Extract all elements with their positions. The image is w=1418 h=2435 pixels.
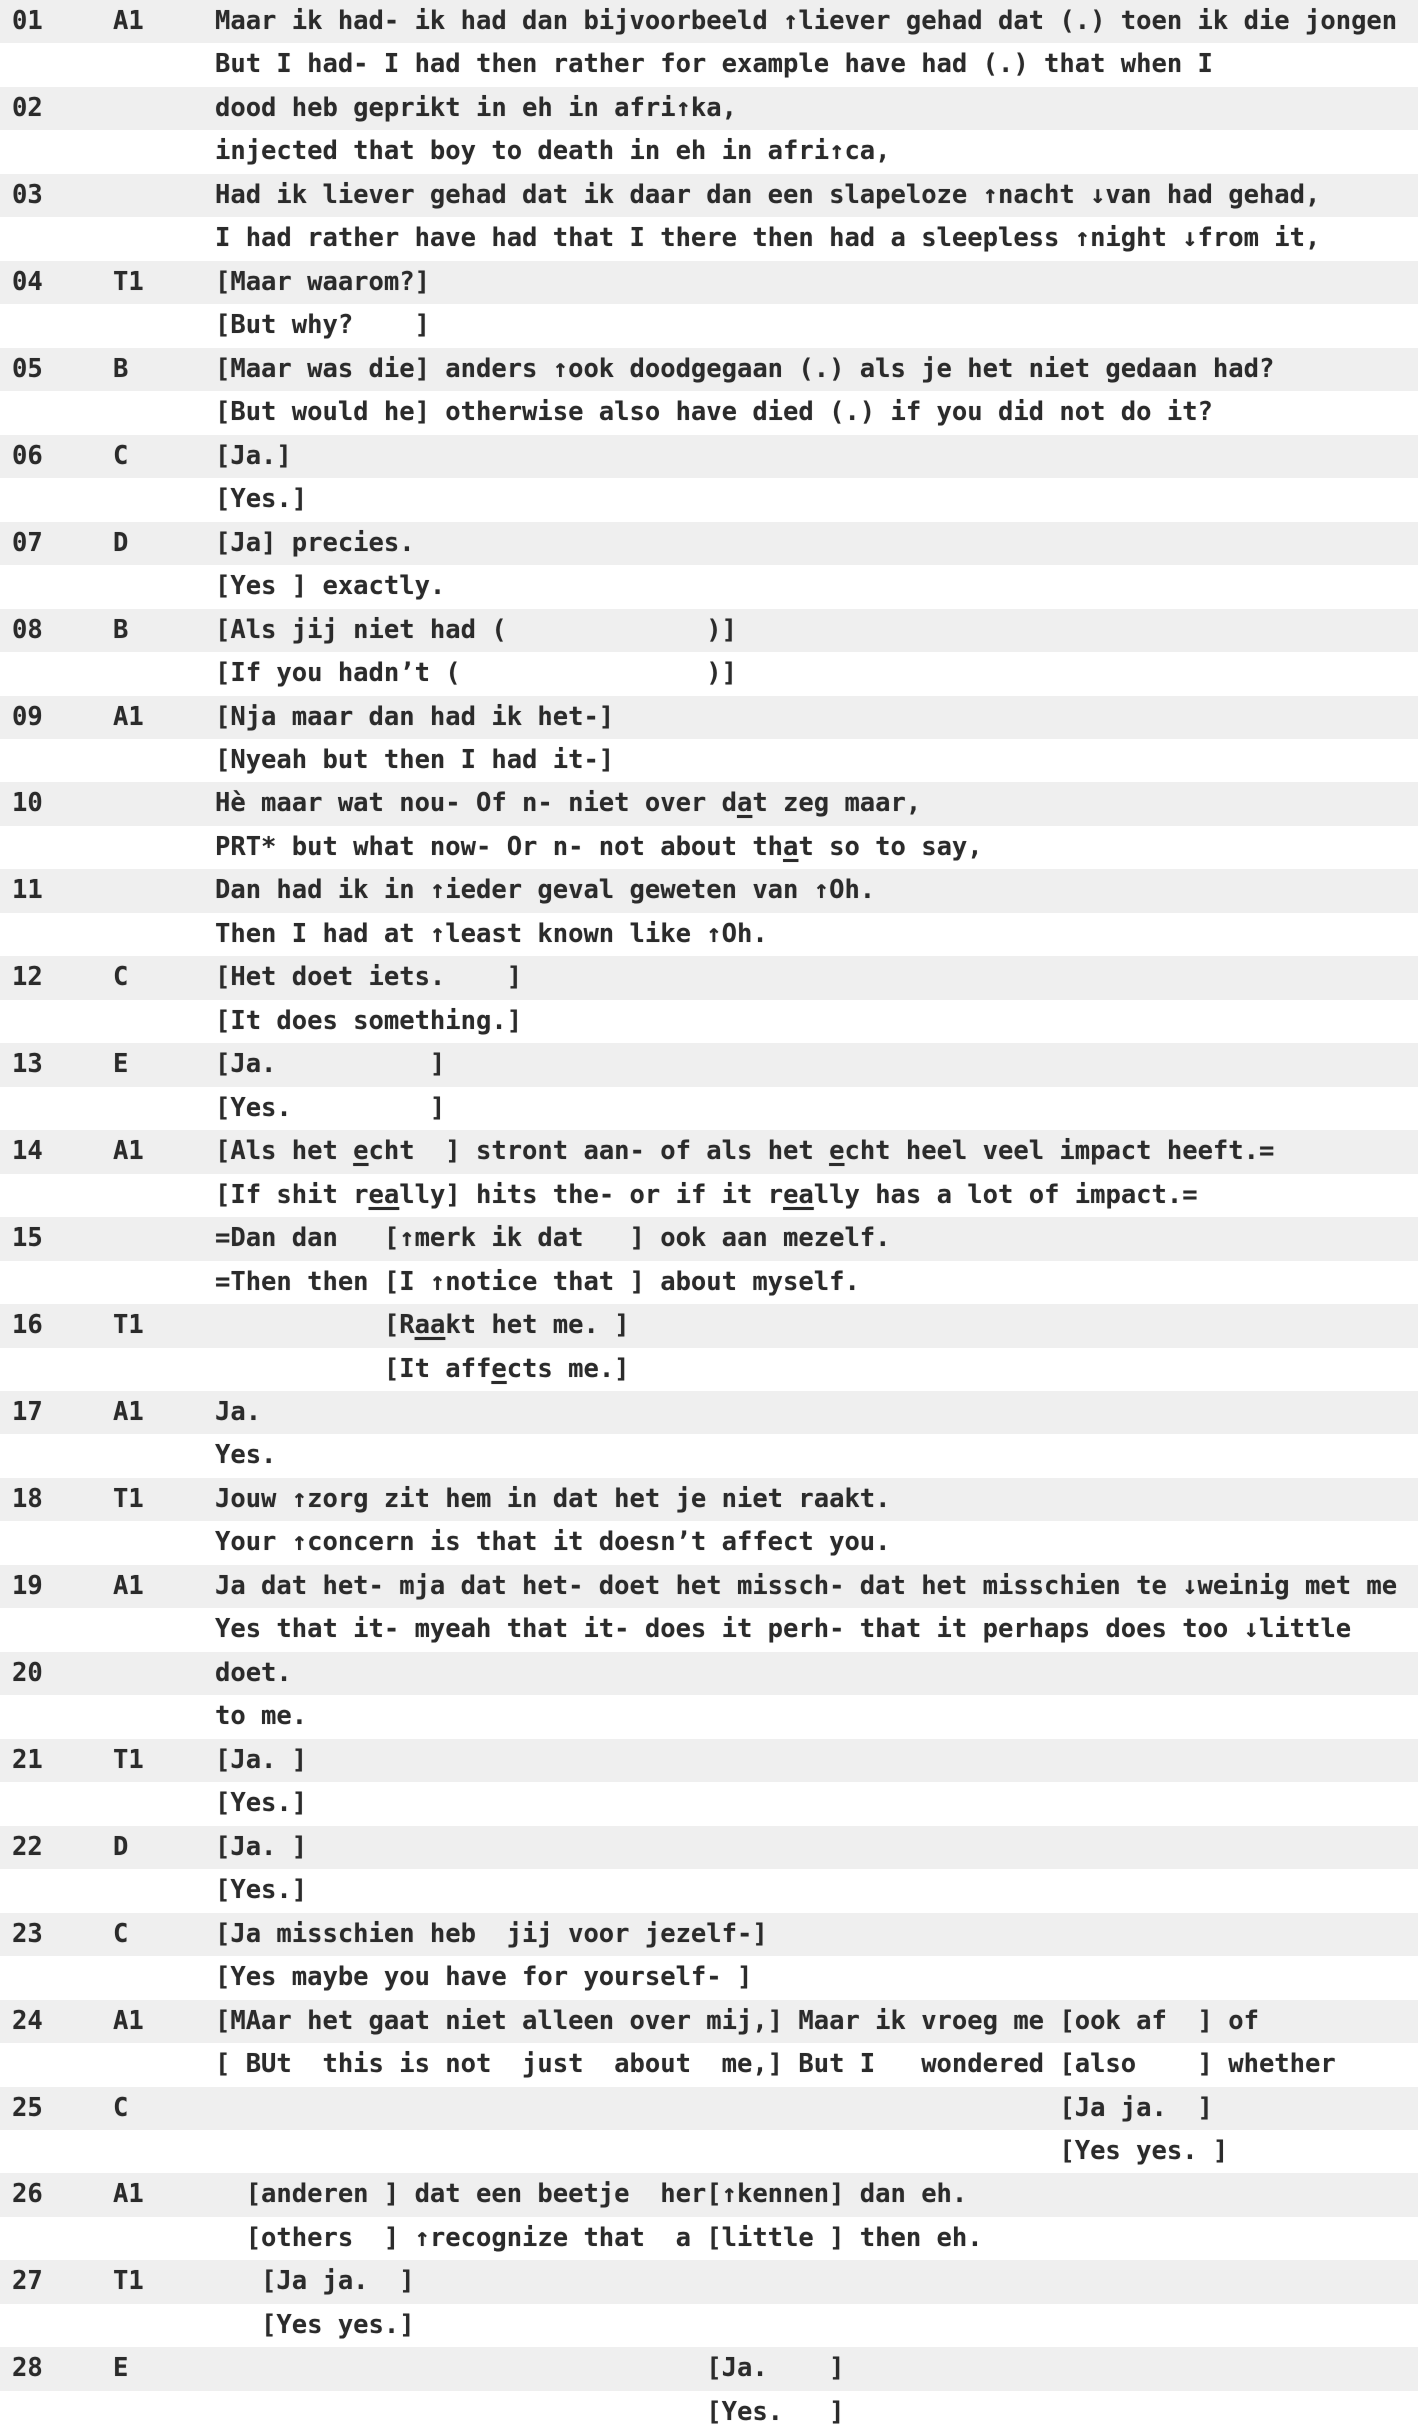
transcript-row-original [0,2260,1418,2303]
transcript-row-original [0,174,1418,217]
transcript-row-original [0,2000,1418,2043]
transcript-row-original [0,1391,1418,1434]
transcript-row-original [0,1130,1418,1173]
utterance-text: [Als jij niet had ( )] [215,614,737,645]
transcript-row-translation [0,2304,1418,2347]
transcript-row-original [0,348,1418,391]
utterance-text: [Yes maybe you have for yourself- ] [215,1962,753,1993]
transcript-row-original [0,87,1418,130]
transcript-row-translation [0,565,1418,608]
transcript-row-original [0,0,1418,43]
transcript-row-translation [0,391,1418,434]
transcript-row-original [0,1652,1418,1695]
utterance-text: [Ja ja. ] [215,2092,1213,2123]
line-number: 13 [12,1049,43,1080]
line-number: 21 [12,1744,43,1775]
utterance-text: [If you hadn’t ( )] [215,658,737,689]
utterance-text: [But why? ] [215,310,430,341]
line-number: 04 [12,266,43,297]
utterance-text: Your ↑concern is that it doesn’t affect you. [215,1527,891,1558]
line-number: 12 [12,962,43,993]
utterance-text: Dan had ik in ↑ieder geval geweten van ↑Oh. [215,875,876,906]
line-number: 02 [12,92,43,123]
transcript-row-translation [0,2391,1418,2434]
line-number: 05 [12,353,43,384]
transcript-row-translation [0,1608,1418,1651]
utterance-text: Then I had at ↑least known like ↑Oh. [215,918,768,949]
line-number: 20 [12,1657,43,1688]
line-number: 18 [12,1483,43,1514]
transcript-row-translation [0,1348,1418,1391]
speaker-label: D [113,527,129,558]
line-number: 19 [12,1570,43,1601]
transcript-row-original [0,2173,1418,2216]
utterance-text: [Nyeah but then I had it-] [215,744,615,775]
line-number: 08 [12,614,43,645]
line-number: 03 [12,179,43,210]
line-number: 01 [12,6,43,36]
utterance-text: [Yes yes. ] [215,2135,1229,2166]
line-number: 23 [12,1918,43,1949]
line-number: 25 [12,2092,43,2123]
transcript-row-original [0,609,1418,652]
utterance-text: But I had- I had then rather for example have had (.) that when I [215,49,1213,80]
line-number: 22 [12,1831,43,1862]
utterance-text: [Ja. ] [215,1049,446,1080]
utterance-text: Yes that it- myeah that it- does it perh- that it perhaps does too ↓little [215,1614,1352,1645]
transcript-row-original [0,1304,1418,1347]
line-number: 11 [12,875,43,906]
utterance-text: [ BUt this is not just about me,] But I wondered [also ] whether [215,2049,1336,2080]
utterance-text: [others ] ↑recognize that a [little ] then eh. [215,2222,983,2253]
utterance-text: Yes. [215,1440,277,1471]
transcript-row-original [0,696,1418,739]
utterance-text: [Ja. ] [215,1744,308,1775]
transcript-row-original [0,1217,1418,1260]
transcript-row-translation [0,1869,1418,1912]
transcript-row-original [0,1826,1418,1869]
speaker-label: A1 [113,2005,144,2036]
speaker-label: A1 [113,1397,144,1427]
speaker-label: D [113,1831,129,1862]
utterance-text: [It affects me.] [215,1353,630,1384]
utterance-text: [Yes.] [215,1788,308,1819]
utterance-text: [Ja. ] [215,2353,845,2384]
transcript-row-translation [0,1087,1418,1130]
transcript-row-translation [0,739,1418,782]
utterance-text: [Als het echt ] stront aan- of als het echt heel veel impact heeft.= [215,1136,1275,1167]
transcript-row-translation [0,217,1418,260]
transcript-row-original [0,522,1418,565]
speaker-label: B [113,353,129,384]
utterance-text: [Het doet iets. ] [215,962,523,993]
utterance-text: [Ja misschien heb jij voor jezelf-] [215,1918,768,1949]
line-number: 06 [12,440,43,471]
utterance-text: [Ja. ] [215,1831,308,1862]
utterance-text: [Yes.] [215,484,308,515]
speaker-label: E [113,2353,129,2384]
utterance-text: injected that boy to death in eh in afri↑ca, [215,136,891,167]
transcript-row-original [0,956,1418,999]
transcript-row-original [0,869,1418,912]
line-number: 28 [12,2353,43,2384]
transcript-row-translation [0,1521,1418,1564]
line-number: 17 [12,1397,43,1427]
utterance-text: Had ik liever gehad dat ik daar dan een slapeloze ↑nacht ↓van had gehad, [215,179,1321,210]
utterance-text: PRT* but what now- Or n- not about that so to say, [215,831,983,862]
line-number: 09 [12,701,43,732]
speaker-label: E [113,1049,129,1080]
transcript-row-translation [0,652,1418,695]
utterance-text: dood heb geprikt in eh in afri↑ka, [215,92,737,123]
transcript-row-original [0,1913,1418,1956]
transcript-row-original [0,1478,1418,1521]
utterance-text: [Raakt het me. ] [215,1310,630,1341]
speaker-label: A1 [113,701,144,732]
utterance-text: [MAar het gaat niet alleen over mij,] Maar ik vroeg me [ook af ] of [215,2005,1259,2036]
speaker-label: A1 [113,1570,144,1601]
utterance-text: [Ja ja. ] [215,2266,415,2297]
transcript-row-original [0,435,1418,478]
transcript-row-translation [0,1782,1418,1825]
transcript-row-translation [0,1000,1418,1043]
utterance-text: [Maar was die] anders ↑ook doodgegaan (.) als je het niet gedaan had? [215,353,1275,384]
transcript-row-translation [0,1174,1418,1217]
utterance-text: [Yes yes.] [215,2309,415,2340]
utterance-text: =Then then [I ↑notice that ] about myself. [215,1266,860,1297]
transcript-row-translation [0,478,1418,521]
transcript-row-original [0,1043,1418,1086]
speaker-label: T1 [113,2266,144,2297]
transcript-row-translation [0,2043,1418,2086]
speaker-label: C [113,962,129,993]
speaker-label: T1 [113,1483,144,1514]
line-number: 26 [12,2179,43,2210]
transcript-row-translation [0,826,1418,869]
transcript-row-translation [0,304,1418,347]
utterance-text: Maar ik had- ik had dan bijvoorbeeld ↑liever gehad dat (.) toen ik die jongen [215,6,1398,36]
line-number: 24 [12,2005,43,2036]
utterance-text: =Dan dan [↑merk ik dat ] ook aan mezelf. [215,1223,891,1254]
speaker-label: T1 [113,266,144,297]
line-number: 10 [12,788,43,819]
speaker-label: A1 [113,1136,144,1167]
transcript-row-translation [0,2130,1418,2173]
line-number: 14 [12,1136,43,1167]
speaker-label: B [113,614,129,645]
line-number: 07 [12,527,43,558]
transcript-row-translation [0,1261,1418,1304]
utterance-text: [Yes.] [215,1875,308,1906]
transcript-row-translation [0,2217,1418,2260]
transcript-row-translation [0,1695,1418,1738]
transcript-row-original [0,1739,1418,1782]
utterance-text: [It does something.] [215,1005,523,1036]
utterance-text: Hè maar wat nou- Of n- niet over dat zeg maar, [215,788,922,819]
transcript-row-original [0,261,1418,304]
speaker-label: T1 [113,1310,144,1341]
utterance-text: Ja. [215,1397,262,1427]
utterance-text: [But would he] otherwise also have died (.) if you did not do it? [215,397,1213,428]
utterance-text: [anderen ] dat een beetje her[↑kennen] dan eh. [215,2179,968,2210]
transcript-row-translation [0,1956,1418,1999]
line-number: 16 [12,1310,43,1341]
utterance-text: [Ja] precies. [215,527,415,558]
utterance-text: Jouw ↑zorg zit hem in dat het je niet raakt. [215,1483,891,1514]
line-number: 27 [12,2266,43,2297]
speaker-label: T1 [113,1744,144,1775]
utterance-text: [Yes ] exactly. [215,571,446,602]
transcript-row-translation [0,913,1418,956]
line-number: 15 [12,1223,43,1254]
transcript-row-translation [0,1434,1418,1477]
speaker-label: C [113,2092,129,2123]
transcript-row-original [0,2087,1418,2130]
utterance-text: [Nja maar dan had ik het-] [215,701,615,732]
utterance-text: doet. [215,1657,292,1688]
utterance-text: [Yes. ] [215,1092,446,1123]
transcript-row-original [0,782,1418,825]
utterance-text: [Yes. ] [215,2396,845,2427]
transcript-row-original [0,1565,1418,1608]
transcript-row-original [0,2347,1418,2390]
speaker-label: C [113,440,129,471]
utterance-text: [Ja.] [215,440,292,471]
speaker-label: C [113,1918,129,1949]
utterance-text: I had rather have had that I there then had a sleepless ↑night ↓from it, [215,223,1321,254]
utterance-text: [If shit really] hits the- or if it really has a lot of impact.= [215,1179,1198,1210]
transcript-row-translation [0,130,1418,173]
transcript-row-translation [0,43,1418,86]
utterance-text: to me. [215,1701,308,1732]
speaker-label: A1 [113,2179,144,2210]
speaker-label: A1 [113,6,144,36]
utterance-text: [Maar waarom?] [215,266,430,297]
utterance-text: Ja dat het- mja dat het- doet het missch- dat het misschien te ↓weinig met me [215,1570,1398,1601]
